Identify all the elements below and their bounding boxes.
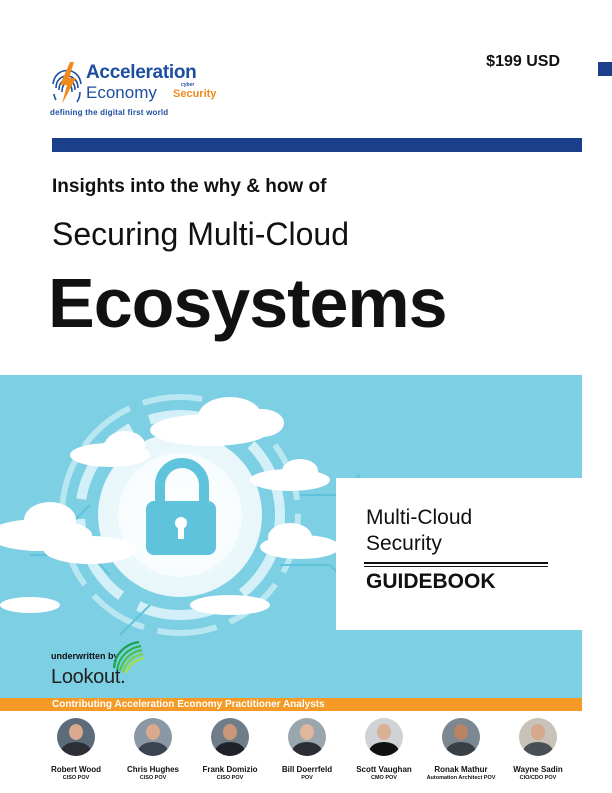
logo-wordmark-line1: Acceleration — [86, 62, 197, 83]
contributor-role: CIO/CDO POV — [519, 775, 557, 781]
avatar — [365, 718, 403, 756]
edge-marker — [598, 62, 612, 76]
header-divider-bar — [52, 138, 582, 152]
sponsor-label: underwritten by — [51, 651, 119, 661]
contributor-card — [113, 714, 193, 781]
contributor-card — [344, 714, 424, 781]
avatar — [288, 718, 326, 756]
avatar — [57, 718, 95, 756]
guidebook-title-line2: Security — [366, 532, 442, 555]
contributor-role: Automation Architect POV — [426, 775, 496, 781]
price-label: $199 USD — [486, 53, 560, 70]
contributor-card — [190, 714, 270, 781]
contributor-role: POV — [301, 775, 313, 781]
contributor-name: Robert Wood — [50, 765, 102, 774]
contributor-card — [36, 714, 116, 781]
contributor-name: Ronak Mathur — [434, 765, 488, 774]
acceleration-economy-logo — [50, 56, 230, 122]
contributor-role: CISO POV — [62, 775, 90, 781]
guidebook-rule-thin — [364, 566, 548, 567]
contributor-card — [498, 714, 578, 781]
avatar — [211, 718, 249, 756]
cover-subtitle: Securing Multi-Cloud — [52, 216, 350, 252]
guidebook-label: GUIDEBOOK — [366, 570, 496, 593]
contributor-role: CMO POV — [371, 775, 397, 781]
contributor-card — [267, 714, 347, 781]
guidebook-card — [336, 478, 582, 630]
contributor-name: Scott Vaughan — [356, 765, 412, 774]
logo-tagline: defining the digital first world — [50, 108, 169, 117]
contributor-name: Frank Domizio — [202, 765, 258, 774]
contributor-role: CISO POV — [139, 775, 167, 781]
contributor-name: Bill Doerrfeld — [281, 765, 333, 774]
contributors-list — [0, 714, 612, 793]
logo-wordmark-line2: Economy — [86, 83, 157, 102]
sponsor-name: Lookout. — [51, 666, 126, 688]
avatar — [519, 718, 557, 756]
avatar — [134, 718, 172, 756]
contributor-name: Wayne Sadin — [513, 765, 563, 774]
contributor-name: Chris Hughes — [126, 765, 179, 774]
logo-security-label: Security — [173, 88, 217, 100]
fingerprint-bolt-icon — [50, 58, 84, 108]
avatar — [442, 718, 480, 756]
cover-kicker: Insights into the why & how of — [52, 176, 327, 197]
contributor-card — [421, 714, 501, 781]
contributors-heading: Contributing Acceleration Economy Practitioner Analysts — [52, 699, 325, 710]
contributor-role: CISO POV — [216, 775, 244, 781]
guidebook-title-line1: Multi-Cloud — [366, 506, 473, 529]
guidebook-rule — [364, 562, 548, 564]
cover-title: Ecosystems — [48, 264, 447, 342]
logo-cyber-label: cyber — [181, 82, 195, 88]
